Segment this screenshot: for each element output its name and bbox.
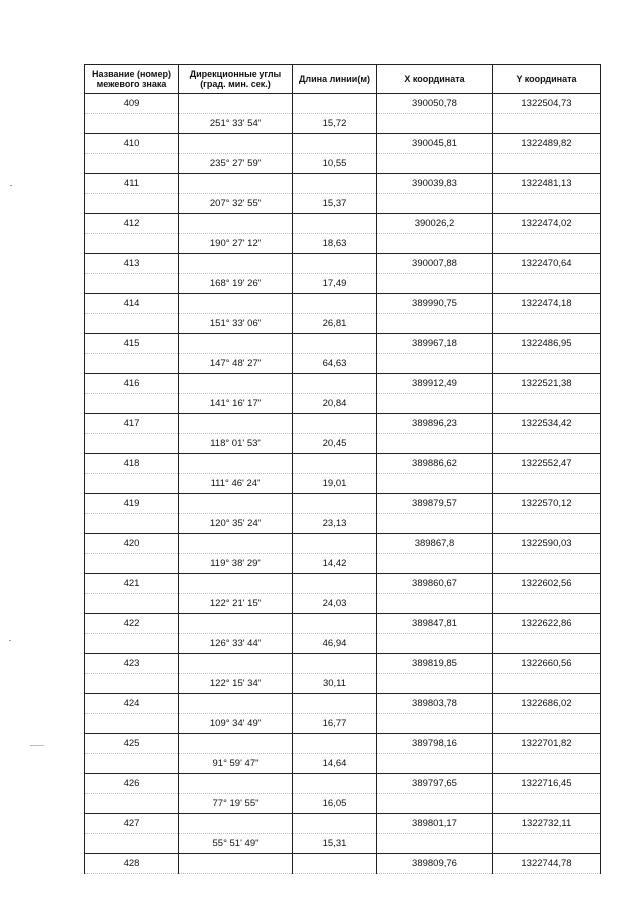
point-x: 389867,8 — [377, 534, 493, 554]
empty-x-cell — [377, 554, 493, 574]
segment-length: 20,45 — [293, 434, 377, 454]
point-y: 1322474,18 — [493, 294, 601, 314]
point-y: 1322534,42 — [493, 414, 601, 434]
empty-length-cell — [293, 174, 377, 194]
table-row — [85, 194, 601, 214]
segment-length: 17,49 — [293, 274, 377, 294]
segment-length: 15,72 — [293, 114, 377, 134]
empty-name-cell — [85, 314, 179, 334]
empty-angle-cell — [179, 534, 293, 554]
empty-x-cell — [377, 194, 493, 214]
table-body — [85, 94, 601, 874]
empty-angle-cell — [179, 214, 293, 234]
table-row — [85, 734, 601, 754]
table-row — [85, 414, 601, 434]
empty-name-cell — [85, 274, 179, 294]
empty-length-cell — [293, 654, 377, 674]
point-x: 390039,83 — [377, 174, 493, 194]
table-row — [85, 94, 601, 114]
segment-length: 30,11 — [293, 674, 377, 694]
point-name: 413 — [85, 254, 179, 274]
segment-angle: 91° 59' 47" — [179, 754, 293, 774]
empty-y-cell — [493, 634, 601, 654]
segment-length: 64,63 — [293, 354, 377, 374]
header-name: Название (номер) межевого знака — [85, 65, 179, 94]
empty-name-cell — [85, 514, 179, 534]
table-row — [85, 754, 601, 774]
segment-length: 15,37 — [293, 194, 377, 214]
header-x: X координата — [377, 65, 493, 94]
point-x: 389819,85 — [377, 654, 493, 674]
segment-length: 20,84 — [293, 394, 377, 414]
point-name: 410 — [85, 134, 179, 154]
table-row — [85, 854, 601, 874]
empty-length-cell — [293, 614, 377, 634]
table-row — [85, 614, 601, 634]
segment-length: 16,77 — [293, 714, 377, 734]
point-x: 390050,78 — [377, 94, 493, 114]
empty-y-cell — [493, 514, 601, 534]
point-x: 389798,16 — [377, 734, 493, 754]
empty-angle-cell — [179, 334, 293, 354]
point-x: 389967,18 — [377, 334, 493, 354]
header-y: Y координата — [493, 65, 601, 94]
table-row — [85, 634, 601, 654]
empty-x-cell — [377, 274, 493, 294]
point-y: 1322474,02 — [493, 214, 601, 234]
empty-length-cell — [293, 454, 377, 474]
segment-length: 10,55 — [293, 154, 377, 174]
point-name: 414 — [85, 294, 179, 314]
segment-angle: 122° 15' 34" — [179, 674, 293, 694]
table-row — [85, 154, 601, 174]
empty-angle-cell — [179, 734, 293, 754]
empty-length-cell — [293, 414, 377, 434]
empty-name-cell — [85, 394, 179, 414]
point-y: 1322602,56 — [493, 574, 601, 594]
segment-length: 19,01 — [293, 474, 377, 494]
empty-x-cell — [377, 234, 493, 254]
point-x: 389879,57 — [377, 494, 493, 514]
table-row — [85, 354, 601, 374]
point-y: 1322481,13 — [493, 174, 601, 194]
empty-y-cell — [493, 474, 601, 494]
empty-name-cell — [85, 434, 179, 454]
table-row — [85, 174, 601, 194]
point-y: 1322732,11 — [493, 814, 601, 834]
empty-length-cell — [293, 734, 377, 754]
table-row — [85, 454, 601, 474]
point-name: 409 — [85, 94, 179, 114]
point-name: 425 — [85, 734, 179, 754]
point-name: 417 — [85, 414, 179, 434]
point-y: 1322701,82 — [493, 734, 601, 754]
empty-angle-cell — [179, 574, 293, 594]
point-name: 428 — [85, 854, 179, 874]
table-row — [85, 554, 601, 574]
segment-angle: 120° 35' 24" — [179, 514, 293, 534]
empty-y-cell — [493, 714, 601, 734]
empty-y-cell — [493, 434, 601, 454]
empty-x-cell — [377, 594, 493, 614]
segment-angle: 151° 33' 06" — [179, 314, 293, 334]
table-row — [85, 794, 601, 814]
empty-name-cell — [85, 794, 179, 814]
empty-name-cell — [85, 834, 179, 854]
empty-x-cell — [377, 514, 493, 534]
segment-length: 15,31 — [293, 834, 377, 854]
empty-y-cell — [493, 154, 601, 174]
segment-length: 46,94 — [293, 634, 377, 654]
empty-y-cell — [493, 194, 601, 214]
point-x: 390026,2 — [377, 214, 493, 234]
empty-angle-cell — [179, 854, 293, 874]
point-name: 420 — [85, 534, 179, 554]
empty-angle-cell — [179, 174, 293, 194]
empty-angle-cell — [179, 94, 293, 114]
empty-angle-cell — [179, 814, 293, 834]
empty-y-cell — [493, 314, 601, 334]
empty-x-cell — [377, 754, 493, 774]
empty-angle-cell — [179, 134, 293, 154]
empty-angle-cell — [179, 254, 293, 274]
point-name: 424 — [85, 694, 179, 714]
empty-x-cell — [377, 394, 493, 414]
empty-length-cell — [293, 534, 377, 554]
point-x: 389801,17 — [377, 814, 493, 834]
coordinates-table — [84, 64, 601, 874]
segment-angle: 147° 48' 27" — [179, 354, 293, 374]
table-row — [85, 474, 601, 494]
empty-angle-cell — [179, 414, 293, 434]
point-x: 389912,49 — [377, 374, 493, 394]
segment-angle: 190° 27' 12" — [179, 234, 293, 254]
point-name: 416 — [85, 374, 179, 394]
point-name: 412 — [85, 214, 179, 234]
empty-name-cell — [85, 554, 179, 574]
empty-y-cell — [493, 114, 601, 134]
point-y: 1322570,12 — [493, 494, 601, 514]
point-name: 411 — [85, 174, 179, 194]
empty-y-cell — [493, 794, 601, 814]
point-name: 423 — [85, 654, 179, 674]
table-row — [85, 514, 601, 534]
table-row — [85, 294, 601, 314]
table-row — [85, 334, 601, 354]
table-row — [85, 374, 601, 394]
empty-length-cell — [293, 334, 377, 354]
empty-length-cell — [293, 854, 377, 874]
point-x: 389896,23 — [377, 414, 493, 434]
empty-y-cell — [493, 754, 601, 774]
empty-angle-cell — [179, 374, 293, 394]
point-x: 390045,81 — [377, 134, 493, 154]
empty-name-cell — [85, 634, 179, 654]
segment-length: 14,42 — [293, 554, 377, 574]
table-row — [85, 694, 601, 714]
empty-y-cell — [493, 554, 601, 574]
empty-x-cell — [377, 794, 493, 814]
empty-length-cell — [293, 774, 377, 794]
segment-angle: 141° 16' 17" — [179, 394, 293, 414]
empty-name-cell — [85, 154, 179, 174]
table-row — [85, 114, 601, 134]
header-angle: Дирекционные углы (град. мин. сек.) — [179, 65, 293, 94]
empty-name-cell — [85, 234, 179, 254]
empty-length-cell — [293, 294, 377, 314]
scan-speck — [9, 640, 11, 641]
empty-y-cell — [493, 594, 601, 614]
empty-x-cell — [377, 834, 493, 854]
empty-name-cell — [85, 714, 179, 734]
table-row — [85, 714, 601, 734]
point-y: 1322470,64 — [493, 254, 601, 274]
empty-y-cell — [493, 834, 601, 854]
empty-angle-cell — [179, 654, 293, 674]
segment-angle: 55° 51' 49" — [179, 834, 293, 854]
table-row — [85, 654, 601, 674]
segment-length: 18,63 — [293, 234, 377, 254]
point-y: 1322504,73 — [493, 94, 601, 114]
table-row — [85, 774, 601, 794]
point-name: 427 — [85, 814, 179, 834]
empty-x-cell — [377, 634, 493, 654]
empty-length-cell — [293, 494, 377, 514]
segment-length: 23,13 — [293, 514, 377, 534]
segment-angle: 118° 01' 53" — [179, 434, 293, 454]
table-row — [85, 834, 601, 854]
point-y: 1322622,86 — [493, 614, 601, 634]
empty-y-cell — [493, 394, 601, 414]
point-y: 1322552,47 — [493, 454, 601, 474]
empty-x-cell — [377, 354, 493, 374]
segment-length: 24,03 — [293, 594, 377, 614]
table-row — [85, 814, 601, 834]
empty-angle-cell — [179, 774, 293, 794]
empty-length-cell — [293, 94, 377, 114]
empty-y-cell — [493, 354, 601, 374]
empty-x-cell — [377, 114, 493, 134]
point-x: 389886,62 — [377, 454, 493, 474]
empty-name-cell — [85, 754, 179, 774]
empty-x-cell — [377, 154, 493, 174]
segment-angle: 109° 34' 49" — [179, 714, 293, 734]
empty-length-cell — [293, 254, 377, 274]
point-name: 415 — [85, 334, 179, 354]
point-x: 389797,65 — [377, 774, 493, 794]
empty-length-cell — [293, 214, 377, 234]
segment-angle: 251° 33' 54" — [179, 114, 293, 134]
header-length: Длина линии(м) — [293, 65, 377, 94]
empty-x-cell — [377, 434, 493, 454]
segment-angle: 235° 27' 59" — [179, 154, 293, 174]
point-name: 426 — [85, 774, 179, 794]
table-row — [85, 594, 601, 614]
scan-speck — [10, 185, 12, 186]
point-x: 389990,75 — [377, 294, 493, 314]
point-name: 422 — [85, 614, 179, 634]
empty-angle-cell — [179, 494, 293, 514]
empty-length-cell — [293, 814, 377, 834]
point-name: 418 — [85, 454, 179, 474]
header-row — [85, 65, 601, 94]
empty-length-cell — [293, 374, 377, 394]
segment-angle: 207° 32' 55" — [179, 194, 293, 214]
point-y: 1322489,82 — [493, 134, 601, 154]
point-name: 421 — [85, 574, 179, 594]
empty-name-cell — [85, 354, 179, 374]
table-row — [85, 254, 601, 274]
table-row — [85, 574, 601, 594]
table-row — [85, 234, 601, 254]
table-row — [85, 134, 601, 154]
table-row — [85, 274, 601, 294]
table-row — [85, 534, 601, 554]
point-y: 1322486,95 — [493, 334, 601, 354]
point-x: 389809,76 — [377, 854, 493, 874]
segment-angle: 126° 33' 44" — [179, 634, 293, 654]
empty-y-cell — [493, 674, 601, 694]
empty-y-cell — [493, 234, 601, 254]
point-x: 389860,67 — [377, 574, 493, 594]
point-x: 389847,81 — [377, 614, 493, 634]
point-y: 1322716,45 — [493, 774, 601, 794]
empty-x-cell — [377, 674, 493, 694]
table-row — [85, 674, 601, 694]
empty-length-cell — [293, 694, 377, 714]
empty-name-cell — [85, 194, 179, 214]
empty-length-cell — [293, 134, 377, 154]
empty-x-cell — [377, 314, 493, 334]
table-row — [85, 434, 601, 454]
empty-angle-cell — [179, 294, 293, 314]
point-y: 1322590,03 — [493, 534, 601, 554]
segment-angle: 77° 19' 55" — [179, 794, 293, 814]
segment-angle: 111° 46' 24" — [179, 474, 293, 494]
empty-name-cell — [85, 114, 179, 134]
point-y: 1322660,56 — [493, 654, 601, 674]
empty-length-cell — [293, 574, 377, 594]
point-x: 389803,78 — [377, 694, 493, 714]
point-y: 1322686,02 — [493, 694, 601, 714]
segment-length: 14,64 — [293, 754, 377, 774]
point-x: 390007,88 — [377, 254, 493, 274]
point-y: 1322521,38 — [493, 374, 601, 394]
segment-length: 16,05 — [293, 794, 377, 814]
empty-angle-cell — [179, 454, 293, 474]
empty-angle-cell — [179, 614, 293, 634]
empty-name-cell — [85, 594, 179, 614]
segment-length: 26,81 — [293, 314, 377, 334]
empty-x-cell — [377, 714, 493, 734]
segment-angle: 122° 21' 15" — [179, 594, 293, 614]
empty-name-cell — [85, 474, 179, 494]
point-y: 1322744,78 — [493, 854, 601, 874]
table-row — [85, 214, 601, 234]
empty-angle-cell — [179, 694, 293, 714]
segment-angle: 119° 38' 29" — [179, 554, 293, 574]
point-name: 419 — [85, 494, 179, 514]
empty-x-cell — [377, 474, 493, 494]
table-row — [85, 494, 601, 514]
table-row — [85, 394, 601, 414]
segment-angle: 168° 19' 26" — [179, 274, 293, 294]
empty-y-cell — [493, 274, 601, 294]
empty-name-cell — [85, 674, 179, 694]
table-row — [85, 314, 601, 334]
scan-speck — [30, 745, 44, 746]
